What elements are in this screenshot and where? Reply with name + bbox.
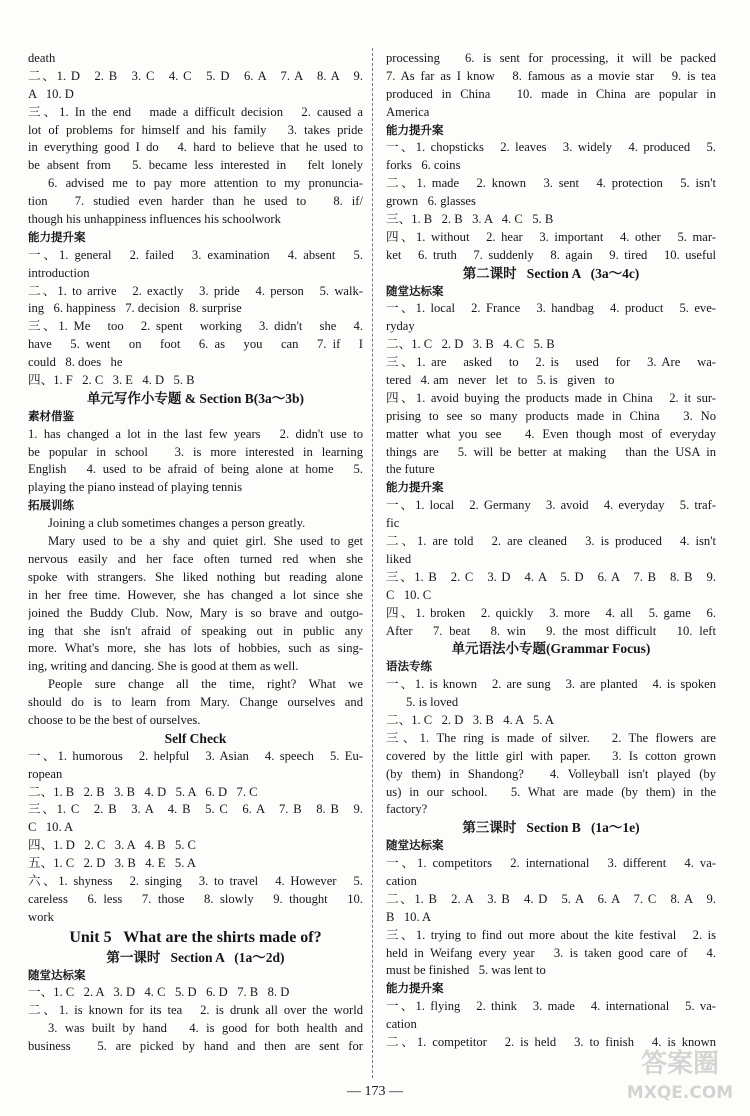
answer-line: 三、1. B 2. C 3. D 4. A 5. D 6. A 7. B 8. B 9. xyxy=(386,569,716,584)
answer-line: though his unhappiness influences his schoolwork xyxy=(28,212,281,227)
answer-line: 三、1. In the end made a difficult decision 2. caused a xyxy=(28,104,363,119)
answer-line: After 7. beat 8. win 9. the most difficult 10. left xyxy=(386,623,716,638)
answer-line: liked xyxy=(386,551,412,566)
answer-line: 一、1. general 2. failed 3. examination 4. absent 5. xyxy=(28,247,363,262)
answer-line: Self Check xyxy=(164,730,227,746)
answer-line: 一、1. local 2. Germany 3. avoid 4. everyday 5. traf- xyxy=(386,498,716,513)
answer-line: factory? xyxy=(386,802,428,817)
answer-line: matter what you see 4. Even though most of everyday xyxy=(386,426,716,441)
answer-line: more. What's more, she has lots of hobbies, such as sing- xyxy=(28,641,363,656)
answer-line: English 4. used to be afraid of being alone at home 5. xyxy=(28,462,363,477)
answer-line: 一、1. humorous 2. helpful 3. Asian 4. speech 5. Eu- xyxy=(28,748,363,763)
answer-line: ing that she isn't afraid of speaking out in public any xyxy=(28,623,363,638)
answer-line: 第三课时 Section B (1a～1e) xyxy=(462,820,640,836)
answer-line: held in Weifang every year 3. is taken good care of 4. xyxy=(386,945,716,960)
answer-line: 能力提升案 xyxy=(386,480,444,495)
answer-line: 三、1. C 2. B 3. A 4. B 5. C 6. A 7. B 8. B 9. xyxy=(28,802,363,817)
answer-line: in her free time. However, she has changed a lot since she xyxy=(28,587,363,602)
answer-line: spoke with strangers. She liked nothing but reading alone xyxy=(28,569,363,584)
answer-line: 三、1. trying to find out more about the kite festival 2. is xyxy=(386,927,716,942)
watermark-line2: MXQE.COM xyxy=(626,1083,734,1103)
answer-line: ket 6. truth 7. suddenly 8. again 9. tired 10. useful xyxy=(386,247,716,262)
answer-line: 5. is loved xyxy=(406,695,459,710)
answer-line: 二、1. D 2. B 3. C 4. C 5. D 6. A 7. A 8. A 9. xyxy=(28,68,363,83)
answer-line: 随堂达标案 xyxy=(386,838,444,853)
answer-line: C 10. C xyxy=(386,587,432,602)
answer-line: 四、1. without 2. hear 3. important 4. other 5. mar- xyxy=(386,229,716,244)
answer-line: fic xyxy=(386,516,400,531)
answer-line: 一、1. competitors 2. international 3. different 4. va- xyxy=(386,856,716,871)
answer-line: 第一课时 Section A (1a～2d) xyxy=(106,949,285,965)
answer-line: 随堂达标案 xyxy=(28,967,86,982)
answer-line: America xyxy=(386,104,430,119)
answer-line: 二、1. made 2. known 3. sent 4. protection 5. isn't xyxy=(386,176,716,191)
answer-line: forks 6. coins xyxy=(386,158,461,173)
answer-line: 一、1. C 2. A 3. D 4. C 5. D 6. D 7. B 8. D xyxy=(28,985,290,1000)
answer-line: 6. advised me to pay more attention to my pronuncia- xyxy=(48,176,363,191)
answer-line: be popular in school 3. is more interested in learning xyxy=(28,444,363,459)
answer-line: 二、1. is known for its tea 2. is drunk all over the world xyxy=(28,1003,363,1018)
answer-line: People sure change all the time, right? What we xyxy=(48,677,363,692)
left-column xyxy=(28,50,363,1056)
answer-line: 3. was built by hand 4. is good for both health and xyxy=(48,1021,363,1036)
answer-line: choose to be the best of ourselves. xyxy=(28,712,201,727)
answer-line: 二、1. B 2. A 3. B 4. D 5. A 6. A 7. C 8. A 9. xyxy=(386,891,716,906)
answer-line: 四、1. F 2. C 3. E 4. D 5. B xyxy=(28,373,195,388)
answer-line: joined the Buddy Club. Now, Mary is so brave and outgo- xyxy=(28,605,363,620)
watermark-logo xyxy=(615,1040,745,1110)
answer-line: 三、1. B 2. B 3. A 4. C 5. B xyxy=(386,212,554,227)
answer-line: lot of problems for himself and his family 3. takes pride xyxy=(28,122,363,137)
answer-line: 四、1. broken 2. quickly 3. more 4. all 5. game 6. xyxy=(386,605,716,620)
answer-line: ryday xyxy=(386,319,415,334)
answer-line: be absent from 5. became less interested in felt lonely xyxy=(28,158,363,173)
answer-line: 三、1. are asked to 2. is used for 3. Are wa- xyxy=(386,355,716,370)
answer-line: 能力提升案 xyxy=(28,229,86,244)
answer-line: 一、1. flying 2. think 3. made 4. international 5. va- xyxy=(386,999,716,1014)
answer-line: produced in China 10. made in China are popular in xyxy=(386,86,716,101)
answer-line: 二、1. C 2. D 3. B 4. C 5. B xyxy=(386,337,555,352)
answer-line: the future xyxy=(386,462,435,477)
answer-line: 二、1. C 2. D 3. B 4. A 5. A xyxy=(386,712,554,727)
page-number: — 173 — xyxy=(347,1084,403,1099)
answer-line: should do is to learn from Mary. Change ourselves and xyxy=(28,695,363,710)
answer-line: 三、1. The ring is made of silver. 2. The flowers are xyxy=(386,730,716,745)
answer-line: ropean xyxy=(28,766,63,781)
answer-line: 拓展训练 xyxy=(28,498,74,513)
answer-line: 随堂达标案 xyxy=(386,283,444,298)
answer-line: ing, writing and dancing. She is good at them as well. xyxy=(28,659,299,674)
answer-line: A 10. D xyxy=(28,86,74,101)
answer-line: 一、1. local 2. France 3. handbag 4. product 5. eve- xyxy=(386,301,716,316)
answer-line: C 10. A xyxy=(28,820,74,835)
answer-line: 二、1. are told 2. are cleaned 3. is produced 4. isn't xyxy=(386,534,716,549)
answer-line: introduction xyxy=(28,265,90,280)
answer-line: cation xyxy=(386,873,417,888)
answer-line: Joining a club sometimes changes a person greatly. xyxy=(48,516,306,531)
answer-line: 一、1. is known 2. are sung 3. are planted 4. is spoken xyxy=(386,677,716,692)
answer-line: 能力提升案 xyxy=(386,981,444,996)
answer-line: 单元语法小专题(Grammar Focus) xyxy=(451,641,651,657)
answer-line: grown 6. glasses xyxy=(386,194,476,209)
answer-line: 7. As far as I know 8. famous as a movie star 9. is tea xyxy=(386,68,716,83)
answer-line: B 10. A xyxy=(386,909,432,924)
right-column xyxy=(386,50,716,1052)
answer-line: death xyxy=(28,51,56,65)
answer-line: cation xyxy=(386,1017,417,1032)
answer-line: things are 5. will be better at making than the USA in xyxy=(386,444,716,459)
answer-line: could 8. does he xyxy=(28,355,123,370)
answer-line: 1. has changed a lot in the last few years 2. didn't use to xyxy=(28,426,363,441)
answer-line: tered 4. am never let to 5. is given to xyxy=(386,373,615,388)
answer-line: 二、1. to arrive 2. exactly 3. pride 4. person 5. walk- xyxy=(28,283,363,298)
answer-line: 单元写作小专题 & Section B(3a～3b) xyxy=(86,390,305,406)
answer-line: prising to see so many products made in China 3. No xyxy=(386,408,716,423)
answer-line: nervous easily and her face often turned red when she xyxy=(28,551,363,566)
answer-line: Unit 5 What are the shirts made of? xyxy=(69,928,322,946)
answer-line: Mary used to be a shy and quiet girl. She used to get xyxy=(48,534,363,549)
answer-line: work xyxy=(28,909,54,924)
answer-line: tion 7. studied even harder than he used to 8. if/ xyxy=(28,194,363,209)
answer-line: playing the piano instead of playing tennis xyxy=(28,480,243,495)
answer-line: 四、1. D 2. C 3. A 4. B 5. C xyxy=(28,838,196,853)
answer-line: 二、1. competitor 2. is held 3. to finish 4. is known xyxy=(386,1034,716,1049)
answer-line: business 5. are picked by hand and then are sent for xyxy=(28,1039,363,1054)
answer-line: 四、1. avoid buying the products made in China 2. it sur- xyxy=(386,390,716,405)
answer-line: 二、1. B 2. B 3. B 4. D 5. A 6. D 7. C xyxy=(28,784,258,799)
answer-line: 能力提升案 xyxy=(386,122,444,137)
answer-line: 六、1. shyness 2. singing 3. to travel 4. However 5. xyxy=(28,873,363,888)
answer-line: us) in our school. 5. What are made (by them) in the xyxy=(386,784,716,799)
answer-line: 五、1. C 2. D 3. B 4. E 5. A xyxy=(28,856,196,871)
answer-line: 素材借鉴 xyxy=(28,408,74,423)
answer-line: careless 6. less 7. those 8. slowly 9. thought 10. xyxy=(28,891,363,906)
answer-line: processing 6. is sent for processing, it will be packed xyxy=(386,51,716,65)
answer-line: in everything good I do 4. hard to believe that he used to xyxy=(28,140,363,155)
watermark-line1: 答案圈 xyxy=(640,1049,720,1079)
column-divider xyxy=(372,48,373,1078)
answer-line: 第二课时 Section A (3a～4c) xyxy=(462,265,640,281)
answer-line: (by them) in Shandong? 4. Volleyball isn't played (by xyxy=(386,766,716,781)
answer-line: 语法专练 xyxy=(386,659,432,674)
answer-line: 一、1. chopsticks 2. leaves 3. widely 4. produced 5. xyxy=(386,140,716,155)
answer-line: 三、1. Me too 2. spent working 3. didn't she 4. xyxy=(28,319,363,334)
answer-line: covered by the little girl with paper. 3. Is cotton grown xyxy=(386,748,716,763)
answer-line: have 5. went on foot 6. as you can 7. if I xyxy=(28,337,363,352)
answer-line: must be finished 5. was lent to xyxy=(386,963,546,978)
answer-line: ing 6. happiness 7. decision 8. surprise xyxy=(28,301,242,316)
